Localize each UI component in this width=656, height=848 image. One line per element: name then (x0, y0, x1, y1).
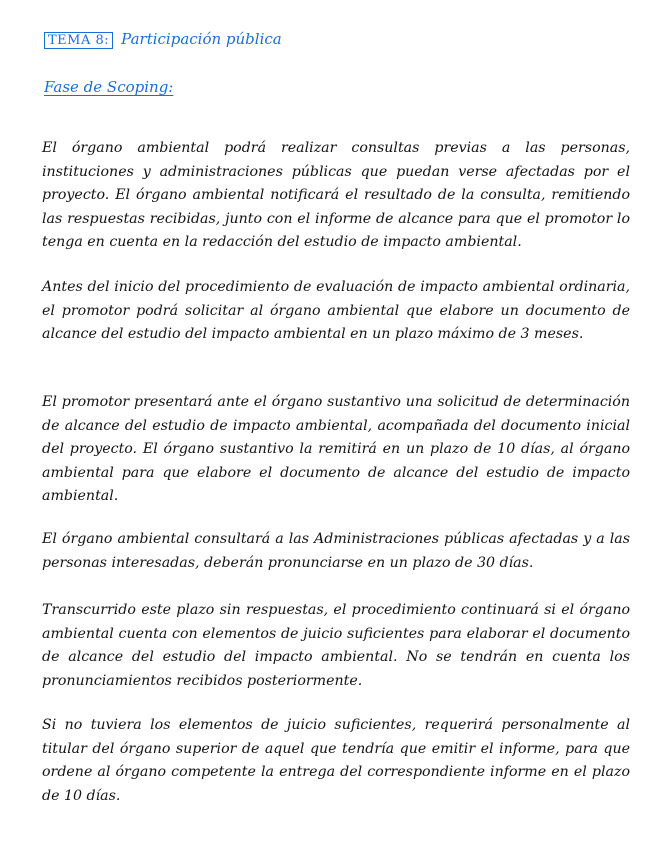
paragraph-plazo-sin-respuestas: Transcurrido este plazo sin respuestas, el procedimiento continuará si el órgano ambiental cuenta con elementos de juicio suficientes para elaborar el documento de alcance del estudio del impacto ambiental. No se tendrán en cuenta los pronunciamientos recibidos posteriormente. (42, 602, 630, 689)
paragraph-requerimiento: Si no tuviera los elementos de juicio suficientes, requerirá personalmente al titular del órgano superior de aquel que tendría que emitir el informe, para que ordene al órgano competente la entrega del correspondiente informe en el plazo de 10 días. (42, 717, 630, 804)
topic-number-badge: TEMA 8: (44, 32, 113, 49)
paragraph-consultas-previas: El órgano ambiental podrá realizar consultas previas a las personas, instituciones y administraciones públicas que puedan verse afectadas por el proyecto. El órgano ambiental notificará el resultado de la consulta, remitiendo las respuestas recibidas, junto con el informe de alcance para que el promotor lo tenga en cuenta en la redacción del estudio de impacto ambiental. (42, 140, 630, 251)
section-heading: Fase de Scoping: (44, 78, 174, 96)
topic-title: Participación pública (121, 30, 282, 48)
page-title (44, 30, 282, 49)
paragraph-consulta-administraciones: El órgano ambiental consultará a las Administraciones públicas afectadas y a las personas interesadas, deberán pronunciarse en un plazo de 30 días. (42, 531, 630, 571)
paragraph-solicitud-alcance: Antes del inicio del procedimiento de evaluación de impacto ambiental ordinaria, el promotor podrá solicitar al órgano ambiental que elabore un documento de alcance del estudio del impacto ambiental en un plazo máximo de 3 meses. (42, 279, 630, 343)
paragraph-presentacion-solicitud: El promotor presentará ante el órgano sustantivo una solicitud de determinación de alcance del estudio de impacto ambiental, acompañada del documento inicial del proyecto. El órgano sustantivo la remitirá en un plazo de 10 días, al órgano ambiental para que elabore el documento de alcance del estudio de impacto ambiental. (42, 394, 630, 505)
